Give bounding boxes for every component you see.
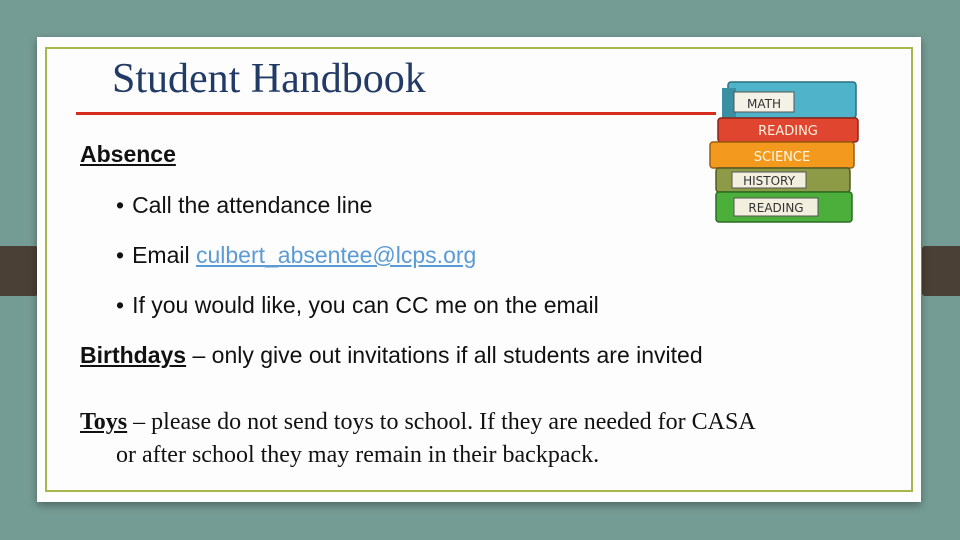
email-prefix: Email bbox=[132, 242, 196, 268]
book-reading-1 bbox=[718, 118, 858, 142]
book-reading-2 bbox=[716, 192, 852, 222]
birthdays-text: – only give out invitations if all students are invited bbox=[186, 342, 703, 368]
slide-title: Student Handbook bbox=[112, 56, 426, 102]
toys-text-line-2: or after school they may remain in their backpack. bbox=[116, 442, 600, 468]
absence-item-2 bbox=[116, 244, 476, 267]
book-history bbox=[716, 168, 850, 192]
toys-text-line-1: – please do not send toys to school. If they are needed for CASA bbox=[127, 409, 756, 435]
birthdays-heading: Birthdays bbox=[80, 342, 187, 368]
left-decorative-tab bbox=[0, 246, 38, 296]
stacked-books-image bbox=[702, 68, 868, 228]
bullet-marker: • bbox=[116, 192, 125, 218]
book-label-0: MATH bbox=[747, 97, 781, 111]
absence-item-text: If you would like, you can CC me on the email bbox=[132, 292, 599, 318]
book-label-1: READING bbox=[758, 124, 818, 139]
book-math bbox=[722, 82, 856, 118]
birthdays-paragraph bbox=[80, 344, 703, 367]
absence-item-text: Call the attendance line bbox=[132, 192, 373, 218]
toys-heading: Toys bbox=[80, 409, 128, 435]
absence-item-3 bbox=[116, 294, 599, 317]
book-label-2: SCIENCE bbox=[753, 150, 811, 165]
absentee-email-link[interactable]: culbert_absentee@lcps.org bbox=[195, 242, 477, 268]
book-label-3: HISTORY bbox=[743, 174, 795, 188]
toys-paragraph-line-1 bbox=[80, 410, 756, 434]
book-label-4: READING bbox=[748, 201, 804, 215]
bullet-marker: • bbox=[116, 292, 125, 318]
book-science bbox=[710, 142, 854, 168]
absence-item-1 bbox=[116, 194, 372, 217]
absence-heading: Absence bbox=[80, 141, 176, 167]
right-decorative-tab bbox=[922, 246, 960, 296]
bullet-marker: • bbox=[116, 242, 125, 268]
title-underline-rule bbox=[76, 112, 716, 115]
